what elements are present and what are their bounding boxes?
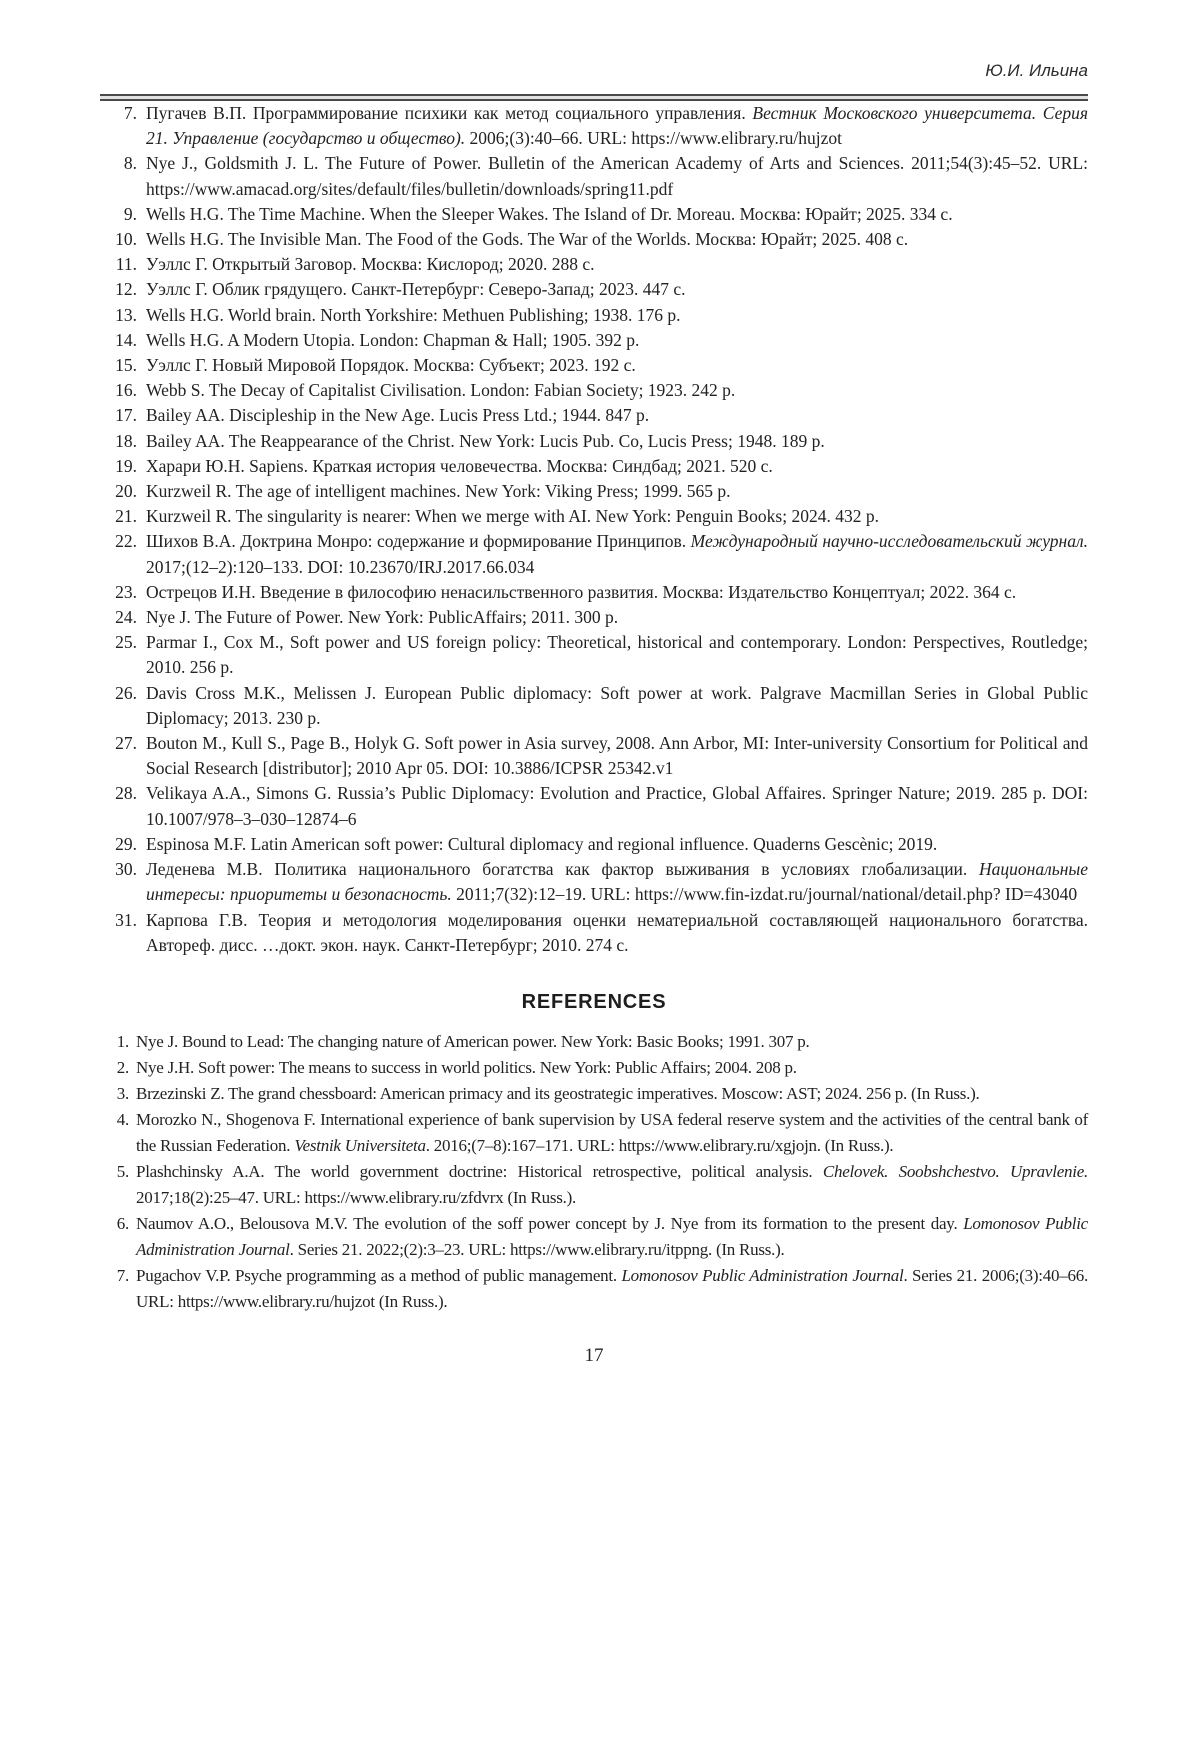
reference-item xyxy=(100,605,1088,630)
reference-number: 31. xyxy=(115,909,137,930)
references-heading: REFERENCES xyxy=(521,990,667,1013)
reference-number: 25. xyxy=(115,632,137,653)
reference-number: 29. xyxy=(115,833,137,854)
reference-text: Острецов И.Н. Введение в философию ненасильственного развития. Москва: Издательство Концептуал; 2022. 364 с. xyxy=(146,581,1017,602)
reference-item xyxy=(100,681,1088,731)
reference-text: Espinosa M.F. Latin American soft power: Cultural diplomacy and regional influence. Quaderns Gescènic; 2019. xyxy=(146,833,938,854)
reference-number: 17. xyxy=(115,405,137,426)
reference-item xyxy=(100,731,1088,781)
reference-text: Шихов В.А. Доктрина Монро: содержание и формирование Принципов. Международный научно-исследовательский журнал. 2017;(12–2):120–133. DOI: 10.23670/IRJ.2017.66.034 xyxy=(146,531,1088,577)
reference-item xyxy=(100,227,1088,252)
reference-number: 27. xyxy=(115,733,137,754)
reference-text: Карпова Г.В. Теория и методология моделирования оценки нематериальной составляющей национального богатства. Автореф. дисс. …докт. экон. наук. Санкт-Петербург; 2010. 274 с. xyxy=(146,909,1088,955)
reference-text: Parmar I., Cox M., Soft power and US foreign policy: Theoretical, historical and contemporary. London: Perspectives, Routledge; 2010. 256 p. xyxy=(146,632,1088,678)
reference-number: 10. xyxy=(115,229,137,250)
reference-number: 22. xyxy=(115,531,137,552)
russian-references-list xyxy=(100,101,1088,958)
reference-item xyxy=(100,454,1088,479)
document-page xyxy=(0,60,1200,1757)
reference-item xyxy=(100,151,1088,201)
reference-item xyxy=(100,832,1088,857)
reference-item xyxy=(100,429,1088,454)
reference-text: Kurzweil R. The singularity is nearer: When we merge with AI. New York: Penguin Books; 2024. 432 p. xyxy=(146,506,879,527)
reference-item xyxy=(100,1211,1088,1263)
reference-text: Bouton M., Kull S., Page B., Holyk G. Soft power in Asia survey, 2008. Ann Arbor, MI: Inter-university Consortium for Political and Social Research [distributor]; 2010 Apr 05. DOI: 10.3886/ICPSR 25342.v1 xyxy=(146,733,1088,779)
reference-item xyxy=(100,1107,1088,1159)
reference-item xyxy=(100,303,1088,328)
reference-text: Nye J. Bound to Lead: The changing nature of American power. New York: Basic Books; 1991. 307 p. xyxy=(136,1031,810,1051)
reference-text: Уэллс Г. Новый Мировой Порядок. Москва: Субъект; 2023. 192 с. xyxy=(146,355,636,376)
reference-item xyxy=(100,1263,1088,1315)
reference-number: 15. xyxy=(115,355,137,376)
reference-number: 16. xyxy=(115,380,137,401)
reference-number: 13. xyxy=(115,304,137,325)
reference-text: Леденева М.В. Политика национального богатства как фактор выживания в условиях глобализации. Национальные интересы: приоритеты и безопасность. 2011;7(32):12–19. URL: https://www.fin-izdat.ru/journal/national/detail.php? ID=43040 xyxy=(146,859,1088,905)
reference-text: Plashchinsky A.A. The world government doctrine: Historical retrospective, political analysis. Chelovek. Soobshchestvo. Upravlenie. 2017;18(2):25–47. URL: https://www.elibrary.ru/zfdvrx (In Russ.). xyxy=(136,1161,1089,1207)
reference-number: 21. xyxy=(115,506,137,527)
reference-number: 14. xyxy=(115,329,137,350)
reference-text: Brzezinski Z. The grand chessboard: American primacy and its geostrategic imperatives. Moscow: AST; 2024. 256 p. (In Russ.). xyxy=(136,1083,980,1103)
reference-text: Wells H.G. The Time Machine. When the Sleeper Wakes. The Island of Dr. Moreau. Москва: Юрайт; 2025. 334 с. xyxy=(146,203,953,224)
reference-text: Wells H.G. A Modern Utopia. London: Chapman & Hall; 1905. 392 p. xyxy=(146,329,640,350)
reference-text: Nye J. The Future of Power. New York: PublicAffairs; 2011. 300 p. xyxy=(146,607,619,628)
reference-item xyxy=(100,353,1088,378)
reference-item xyxy=(100,857,1088,907)
reference-item xyxy=(100,1029,1088,1055)
reference-text: Naumov A.O., Belousova M.V. The evolution of the soff power concept by J. Nye from its formation to the present day. Lomonosov Public Administration Journal. Series 21. 2022;(2):3–23. URL: https://www.elibrary.ru/itppng. (In Russ.). xyxy=(136,1213,1088,1259)
reference-text: Пугачев В.П. Программирование психики как метод социального управления. Вестник Московского университета. Серия 21. Управление (государство и общество). 2006;(3):40–66. URL: https://www.elibrary.ru/hujzot xyxy=(146,103,1088,149)
reference-item xyxy=(100,1055,1088,1081)
reference-number: 8. xyxy=(123,153,137,174)
reference-item xyxy=(100,580,1088,605)
reference-text: Wells H.G. The Invisible Man. The Food of the Gods. The War of the Worlds. Москва: Юрайт; 2025. 408 с. xyxy=(146,229,909,250)
page-number: 17 xyxy=(584,1344,604,1366)
reference-text: Bailey AA. The Reappearance of the Christ. New York: Lucis Pub. Co, Lucis Press; 1948. 189 p. xyxy=(146,430,825,451)
reference-item xyxy=(100,504,1088,529)
reference-text: Уэллс Г. Облик грядущего. Санкт-Петербург: Северо-Запад; 2023. 447 с. xyxy=(146,279,686,300)
reference-text: Bailey AA. Discipleship in the New Age. Lucis Press Ltd.; 1944. 847 p. xyxy=(146,405,650,426)
reference-text: Харари Ю.Н. Sapiens. Краткая история человечества. Москва: Синдбад; 2021. 520 с. xyxy=(146,455,773,476)
reference-number: 23. xyxy=(115,581,137,602)
reference-text: Wells H.G. World brain. North Yorkshire: Methuen Publishing; 1938. 176 p. xyxy=(146,304,681,325)
reference-text: Velikaya A.A., Simons G. Russia’s Public Diplomacy: Evolution and Practice, Global Affaires. Springer Nature; 2019. 285 p. DOI: 10.1007/978–3–030–12874–6 xyxy=(146,783,1088,829)
reference-number: 6. xyxy=(116,1213,129,1233)
reference-number: 28. xyxy=(115,783,137,804)
reference-number: 18. xyxy=(115,430,137,451)
running-head-author: Ю.И. Ильина xyxy=(985,61,1088,80)
reference-number: 24. xyxy=(115,607,137,628)
english-references-list xyxy=(100,1029,1088,1315)
reference-item xyxy=(100,908,1088,958)
reference-number: 1. xyxy=(116,1031,129,1051)
reference-text: Pugachov V.P. Psyche programming as a method of public management. Lomonosov Public Administration Journal. Series 21. 2006;(3):40–66. URL: https://www.elibrary.ru/hujzot (In Russ.). xyxy=(136,1265,1088,1311)
reference-number: 9. xyxy=(123,203,137,224)
reference-text: Nye J.H. Soft power: The means to success in world politics. New York: Public Affairs; 2004. 208 p. xyxy=(136,1057,797,1077)
reference-item xyxy=(100,277,1088,302)
reference-item xyxy=(100,378,1088,403)
reference-number: 11. xyxy=(115,254,137,275)
reference-text: Morozko N., Shogenova F. International experience of bank supervision by USA federal reserve system and the activities of the central bank of the Russian Federation. Vestnik Universiteta. 2016;(7–8):167–171. URL: https://www.elibrary.ru/xgjojn. (In Russ.). xyxy=(136,1109,1088,1155)
reference-number: 3. xyxy=(116,1083,129,1103)
reference-text: Уэллс Г. Открытый Заговор. Москва: Кислород; 2020. 288 с. xyxy=(146,254,595,275)
reference-item xyxy=(100,101,1088,151)
reference-number: 19. xyxy=(115,455,137,476)
reference-item xyxy=(100,403,1088,428)
reference-number: 5. xyxy=(116,1161,129,1181)
reference-item xyxy=(100,328,1088,353)
reference-number: 7. xyxy=(123,103,137,123)
reference-item xyxy=(100,529,1088,579)
reference-item xyxy=(100,202,1088,227)
reference-number: 2. xyxy=(116,1057,129,1077)
reference-item xyxy=(100,1159,1088,1211)
reference-number: 12. xyxy=(115,279,137,300)
reference-number: 20. xyxy=(115,481,137,502)
reference-text: Webb S. The Decay of Capitalist Civilisation. London: Fabian Society; 1923. 242 p. xyxy=(146,380,736,401)
reference-number: 26. xyxy=(115,682,137,703)
reference-text: Davis Cross M.K., Melissen J. European Public diplomacy: Soft power at work. Palgrave Macmillan Series in Global Public Diplomacy; 2013. 230 p. xyxy=(146,682,1088,728)
reference-text: Kurzweil R. The age of intelligent machines. New York: Viking Press; 1999. 565 p. xyxy=(146,481,731,502)
header-divider-rule xyxy=(100,94,1088,101)
reference-item xyxy=(100,1081,1088,1107)
reference-item xyxy=(100,252,1088,277)
reference-item xyxy=(100,479,1088,504)
reference-item xyxy=(100,781,1088,831)
reference-number: 4. xyxy=(116,1109,129,1129)
reference-number: 30. xyxy=(115,859,137,880)
reference-item xyxy=(100,630,1088,680)
reference-number: 7. xyxy=(116,1265,129,1285)
reference-text: Nye J., Goldsmith J. L. The Future of Power. Bulletin of the American Academy of Arts and Sciences. 2011;54(3):45–52. URL: https://www.amacad.org/sites/default/files/bulletin/downloads/spring11.pdf xyxy=(146,153,1088,199)
